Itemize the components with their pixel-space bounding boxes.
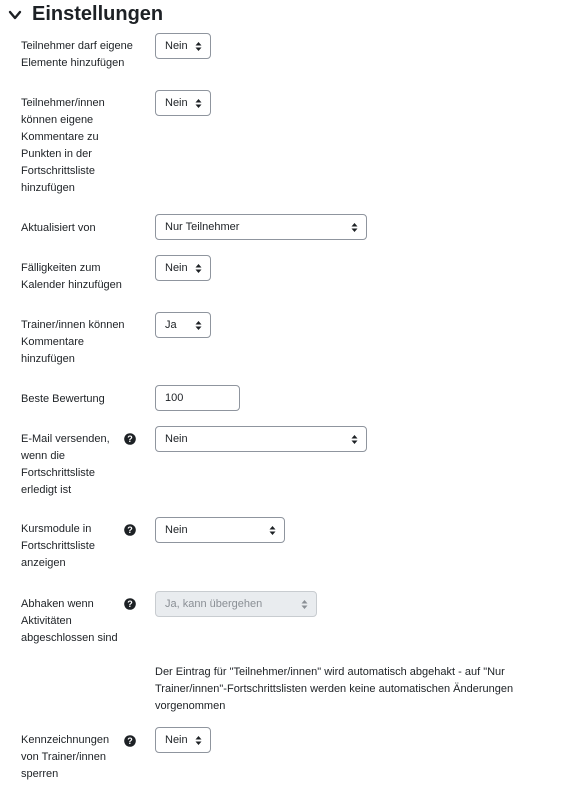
field-label-lock-teacher-marks: Kennzeichnungen von Trainer/innen sperren: [21, 734, 110, 780]
select-caret-icon: [269, 525, 276, 536]
select-caret-icon: [195, 41, 202, 52]
field-label-own-comments: Teilnehmer/innen können eigene Kommentare zu Punkten in der Fortschrittsliste hinzufügen: [21, 97, 105, 194]
auto-check-select-value: Ja, kann übergehen: [165, 598, 263, 610]
field-label-updated-by: Aktualisiert von: [21, 222, 96, 234]
question-circle-icon[interactable]: [124, 598, 136, 610]
chevron-down-icon[interactable]: [8, 8, 22, 22]
own-comments-select-value: Nein: [165, 97, 188, 109]
svg-text:?: ?: [127, 599, 133, 610]
field-label-calendar: Fälligkeiten zum Kalender hinzufügen: [21, 262, 122, 291]
auto-check-select: [155, 591, 317, 617]
select-caret-icon: [301, 599, 308, 610]
own-items-select[interactable]: [155, 33, 211, 59]
lock-teacher-marks-select-value: Nein: [165, 734, 188, 746]
course-modules-select-value: Nein: [165, 524, 188, 536]
email-select-value: Nein: [165, 433, 188, 445]
svg-text:?: ?: [127, 525, 133, 536]
select-caret-icon: [195, 735, 202, 746]
field-label-email: E-Mail versenden, wenn die Fortschrittsliste erledigt ist: [21, 433, 110, 496]
question-circle-icon[interactable]: [124, 735, 136, 747]
section-title: Einstellungen: [32, 3, 164, 25]
select-caret-icon: [195, 320, 202, 331]
field-label-max-grade: Beste Bewertung: [21, 393, 105, 405]
calendar-select[interactable]: [155, 255, 211, 281]
field-label-course-modules: Kursmodule in Fortschrittsliste anzeigen: [21, 523, 95, 569]
teacher-comments-select-value: Ja: [165, 319, 177, 331]
calendar-select-value: Nein: [165, 262, 188, 274]
auto-check-note: Der Eintrag für "Teilnehmer/innen" wird automatisch abgehakt - auf "Nur Trainer/innen"-Fortschrittslisten werden keine automatischen Änderungen vorgenommen: [155, 666, 514, 712]
teacher-comments-select[interactable]: [155, 312, 211, 338]
own-comments-select[interactable]: [155, 90, 211, 116]
select-caret-icon: [351, 434, 358, 445]
field-label-auto-check: Abhaken wenn Aktivitäten abgeschlossen sind: [21, 598, 118, 644]
svg-text:?: ?: [127, 434, 133, 445]
question-circle-icon[interactable]: [124, 524, 136, 536]
max-grade-input[interactable]: [155, 385, 240, 411]
field-label-teacher-comments: Trainer/innen können Kommentare hinzufügen: [21, 319, 125, 365]
email-select[interactable]: [155, 426, 367, 452]
updated-by-select-value: Nur Teilnehmer: [165, 221, 240, 233]
svg-text:?: ?: [127, 736, 133, 747]
lock-teacher-marks-select[interactable]: [155, 727, 211, 753]
select-caret-icon: [195, 98, 202, 109]
updated-by-select[interactable]: [155, 214, 367, 240]
max-grade-field[interactable]: [165, 386, 239, 410]
select-caret-icon: [195, 263, 202, 274]
course-modules-select[interactable]: [155, 517, 285, 543]
select-caret-icon: [351, 222, 358, 233]
question-circle-icon[interactable]: [124, 433, 136, 445]
field-label-own-items: Teilnehmer darf eigene Elemente hinzufügen: [21, 40, 133, 69]
own-items-select-value: Nein: [165, 40, 188, 52]
